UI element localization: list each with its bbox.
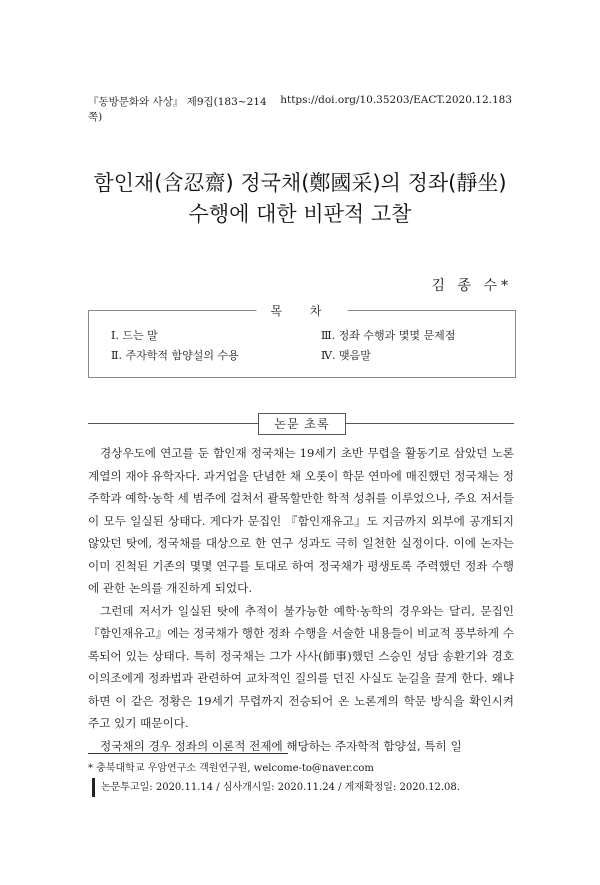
footnote-divider xyxy=(88,753,288,754)
abstract-label: 논문 초록 xyxy=(258,413,346,435)
abstract-paragraph: 그런데 저서가 일실된 탓에 추적이 불가능한 예학·농학의 경우와는 달리, 문집인 『함인재유고』에는 정국채가 행한 정좌 수행을 서술한 내용들이 비교적 풍부하게 수록되어 있는 상태다. 특히 정국채는 그가 사사(師事)했던 스승인 성담 송환기와 경호 이의조에게 정좌법과 관련하여 교차적인 질의를 던진 사실도 눈길을 끌게 한다. 왜냐하면 이 같은 정황은 19세기 무렵까지 전승되어 온 노론계의 학문 방식을 확인시켜 주고 있기 때문이다. xyxy=(88,603,514,730)
author-name: 김 종 수* xyxy=(431,278,512,294)
toc-item[interactable]: Ⅱ. 주자학적 함양설의 수용 xyxy=(111,349,239,362)
footnotes xyxy=(88,759,514,797)
title-line-2: 수행에 대한 비판적 고찰 xyxy=(188,202,412,226)
toc-heading: 목 차 xyxy=(257,302,348,319)
toc-item[interactable]: Ⅰ. 드는 말 xyxy=(111,329,158,342)
abstract-paragraph: 정국채의 경우 정좌의 이론적 전제에 해당하는 주자학적 함양설, 특히 일 xyxy=(100,738,462,753)
doi-link[interactable]: https://doi.org/10.35203/EACT.2020.12.183 xyxy=(280,94,512,106)
abstract-paragraph: 경상우도에 연고를 둔 함인재 정국채는 19세기 초반 무렵을 활동기로 삼았던 노론 계열의 재야 유학자다. 과거업을 단념한 채 오롯이 학문 연마에 매진했던 정국채는 정주학과 예학·농학 세 범주에 걸쳐서 괄목할만한 학적 성취를 이루었으나, 주요 저서들이 모두 일실된 상태다. 게다가 문집인 『함인재유고』도 지금까지 외부에 공개되지 않았던 탓에, 정국채를 대상으로 한 연구 성과도 극히 일천한 실정이다. 이에 논자는 이미 진척된 기존의 몇몇 연구를 토대로 하여 정국채가 평생토록 주력했던 정좌 수행에 관한 논의를 개진하게 되었다. xyxy=(88,446,514,595)
footnote-dates: 논문투고일: 2020.11.14 / 심사개시일: 2020.11.24 / 게재확정일: 2020.12.08. xyxy=(92,778,514,797)
journal-info: 『동방문화와 사상』 제9집(183~214쪽) xyxy=(88,96,267,123)
running-header xyxy=(88,94,512,124)
toc-item[interactable]: Ⅲ. 정좌 수행과 몇몇 문제점 xyxy=(321,329,456,342)
table-of-contents xyxy=(88,304,516,378)
toc-item[interactable]: Ⅳ. 맺음말 xyxy=(321,349,371,362)
footnote-affiliation: * 충북대학교 우암연구소 객원연구원, welcome-to@naver.com xyxy=(88,763,374,774)
title-line-1: 함인재(含忍齋) 정국채(鄭國采)의 정좌(靜坐) xyxy=(93,171,507,195)
toc-items xyxy=(111,329,505,363)
paper-title xyxy=(60,168,540,230)
abstract-body xyxy=(88,442,514,757)
